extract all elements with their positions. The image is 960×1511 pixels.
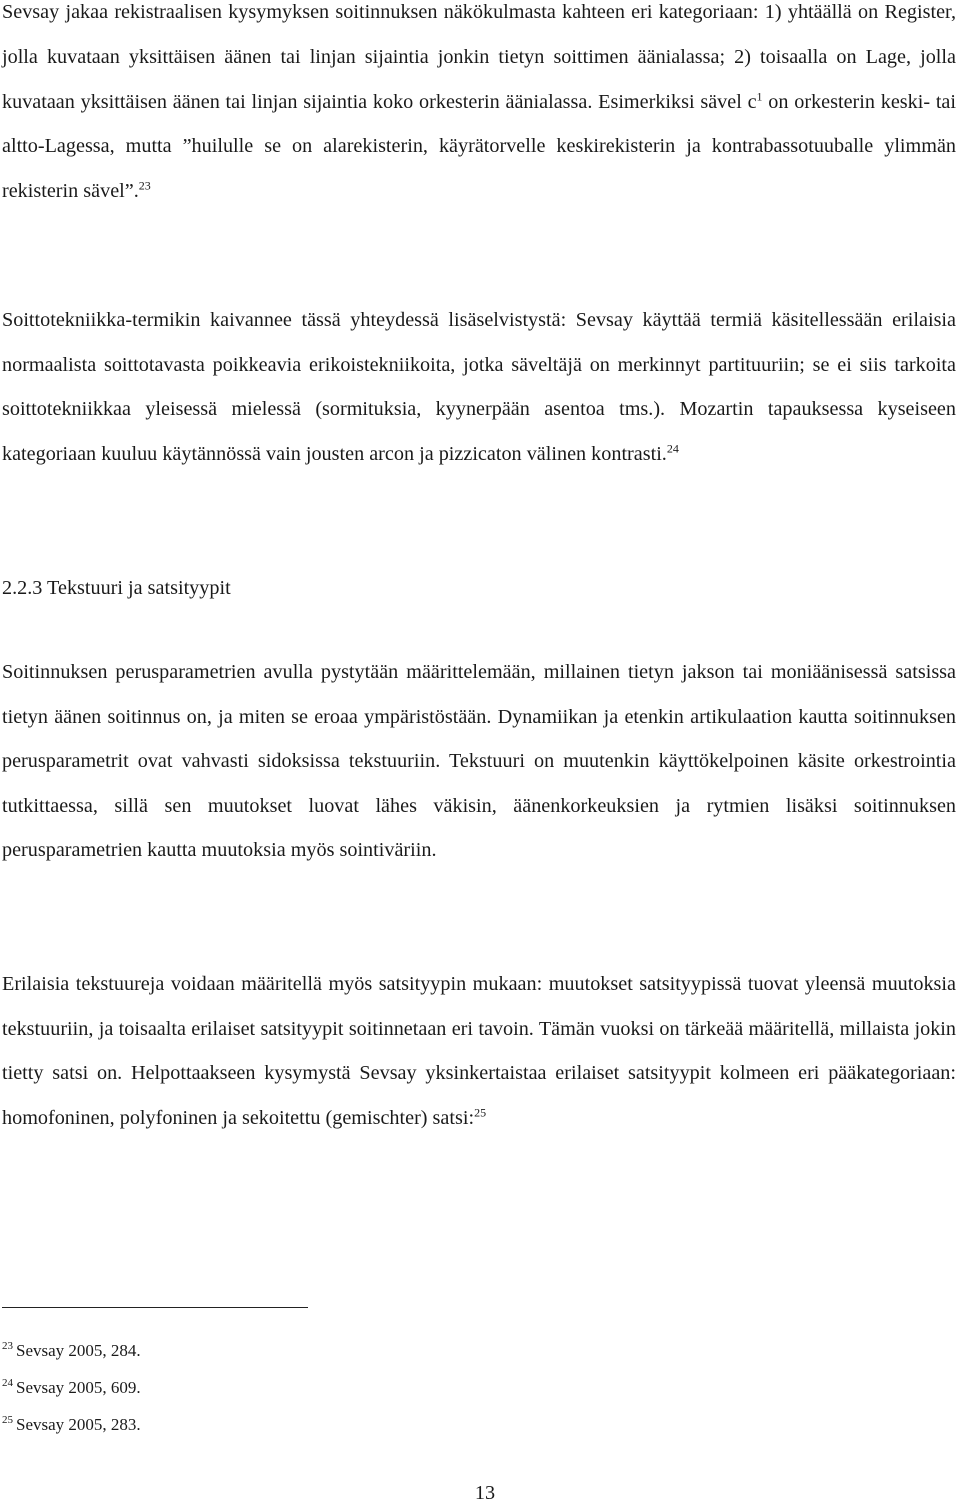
paragraph-register-lage bbox=[2, 0, 956, 214]
footnote-text: Sevsay 2005, 284. bbox=[16, 1341, 141, 1360]
footnote-25 bbox=[2, 1406, 141, 1443]
footnote-text: Sevsay 2005, 283. bbox=[16, 1415, 141, 1434]
paragraph-text: Erilaisia tekstuureja voidaan määritellä myös satsityypin mukaan: muutokset satsityypissä tuovat yleensä muutoksia tekstuuriin, ja toisaalta erilaiset satsityypit soitinnetaan eri tavoin. Tämän vuoksi on tärkeää määritellä, millaista jokin tietty satsi on. Helpottaakseen kysymystä Sevsay yksinkertaistaa erilaiset satsityypit kolmeen eri pääkategoriaan: homofoninen, polyfoninen ja sekoitettu (gemischter) satsi: bbox=[2, 973, 956, 1129]
footnote-ref-24[interactable]: 24 bbox=[666, 441, 679, 456]
footnote-number: 23 bbox=[2, 1340, 13, 1353]
paragraph-text: Soitinnuksen perusparametrien avulla pystytään määrittelemään, millainen tietyn jakson tai moniäänisessä satsissa tietyn äänen soitinnus on, ja miten se eroaa ympäristöstään. Dynamiikan ja etenkin artikulaation kautta soitinnuksen perusparametrit ovat vahvasti sidoksissa tekstuuriin. Tekstuuri on muutenkin käyttökelpoinen käsite orkestrointia tutkittaessa, sillä sen muutokset luovat lähes väkisin, äänenkorkeuksien ja rytmien lisäksi soitinnuksen perusparametrien kautta muutoksia myös sointiväriin. bbox=[2, 661, 956, 862]
page-number: 13 bbox=[474, 1482, 496, 1504]
footnote-separator bbox=[2, 1307, 308, 1308]
section-heading: 2.2.3 Tekstuuri ja satsityypit bbox=[2, 577, 231, 599]
paragraph-tekstuuri bbox=[2, 650, 956, 873]
paragraph-satsityypit bbox=[2, 962, 956, 1140]
footnote-text: Sevsay 2005, 609. bbox=[16, 1378, 141, 1397]
footnotes bbox=[2, 1332, 141, 1443]
footnote-ref-25[interactable]: 25 bbox=[474, 1105, 487, 1120]
footnote-23 bbox=[2, 1332, 141, 1369]
footnote-number: 24 bbox=[2, 1377, 13, 1390]
paragraph-text: Sevsay jakaa rekistraalisen kysymyksen soitinnuksen näkökulmasta kahteen eri kategoriaan: 1) yhtäällä on Register, jolla kuvataan yksittäisen äänen tai linjan sijaintia jonkin tietyn soittimen äänialassa; 2) toisaalla on Lage, jolla kuvataan yksittäisen äänen tai linjan sijaintia koko orkesterin äänialassa. Esimerkiksi sävel c bbox=[2, 1, 956, 113]
paragraph-soittotekniikka bbox=[2, 298, 956, 476]
footnote-ref-23[interactable]: 23 bbox=[138, 178, 151, 193]
footnote-24 bbox=[2, 1369, 141, 1406]
paragraph-text-continued: on orkesterin keski- tai altto-Lagessa, mutta ”huilulle se on alarekisterin, käyrätorvelle keskirekisterin ja kontrabassotuuballe ylimmän rekisterin sävel”. bbox=[2, 90, 957, 203]
paragraph-text: Soittotekniikka-termikin kaivannee tässä yhteydessä lisäselvistystä: Sevsay käyttää termiä käsitellessään erilaisia normaalista soittotavasta poikkeavia erikoistekniikoita, jotka säveltäjä on merkinnyt partituuriin; se ei siis tarkoita soittotekniikkaa yleisessä mielessä (sormituksia, kyynerpään asentoa tms.). Mozartin tapauksessa kyseiseen kategoriaan kuuluu käytännössä vain jousten arcon ja pizzicaton välinen kontrasti. bbox=[2, 309, 956, 465]
footnote-number: 25 bbox=[2, 1414, 13, 1427]
superscript: 1 bbox=[756, 88, 763, 103]
